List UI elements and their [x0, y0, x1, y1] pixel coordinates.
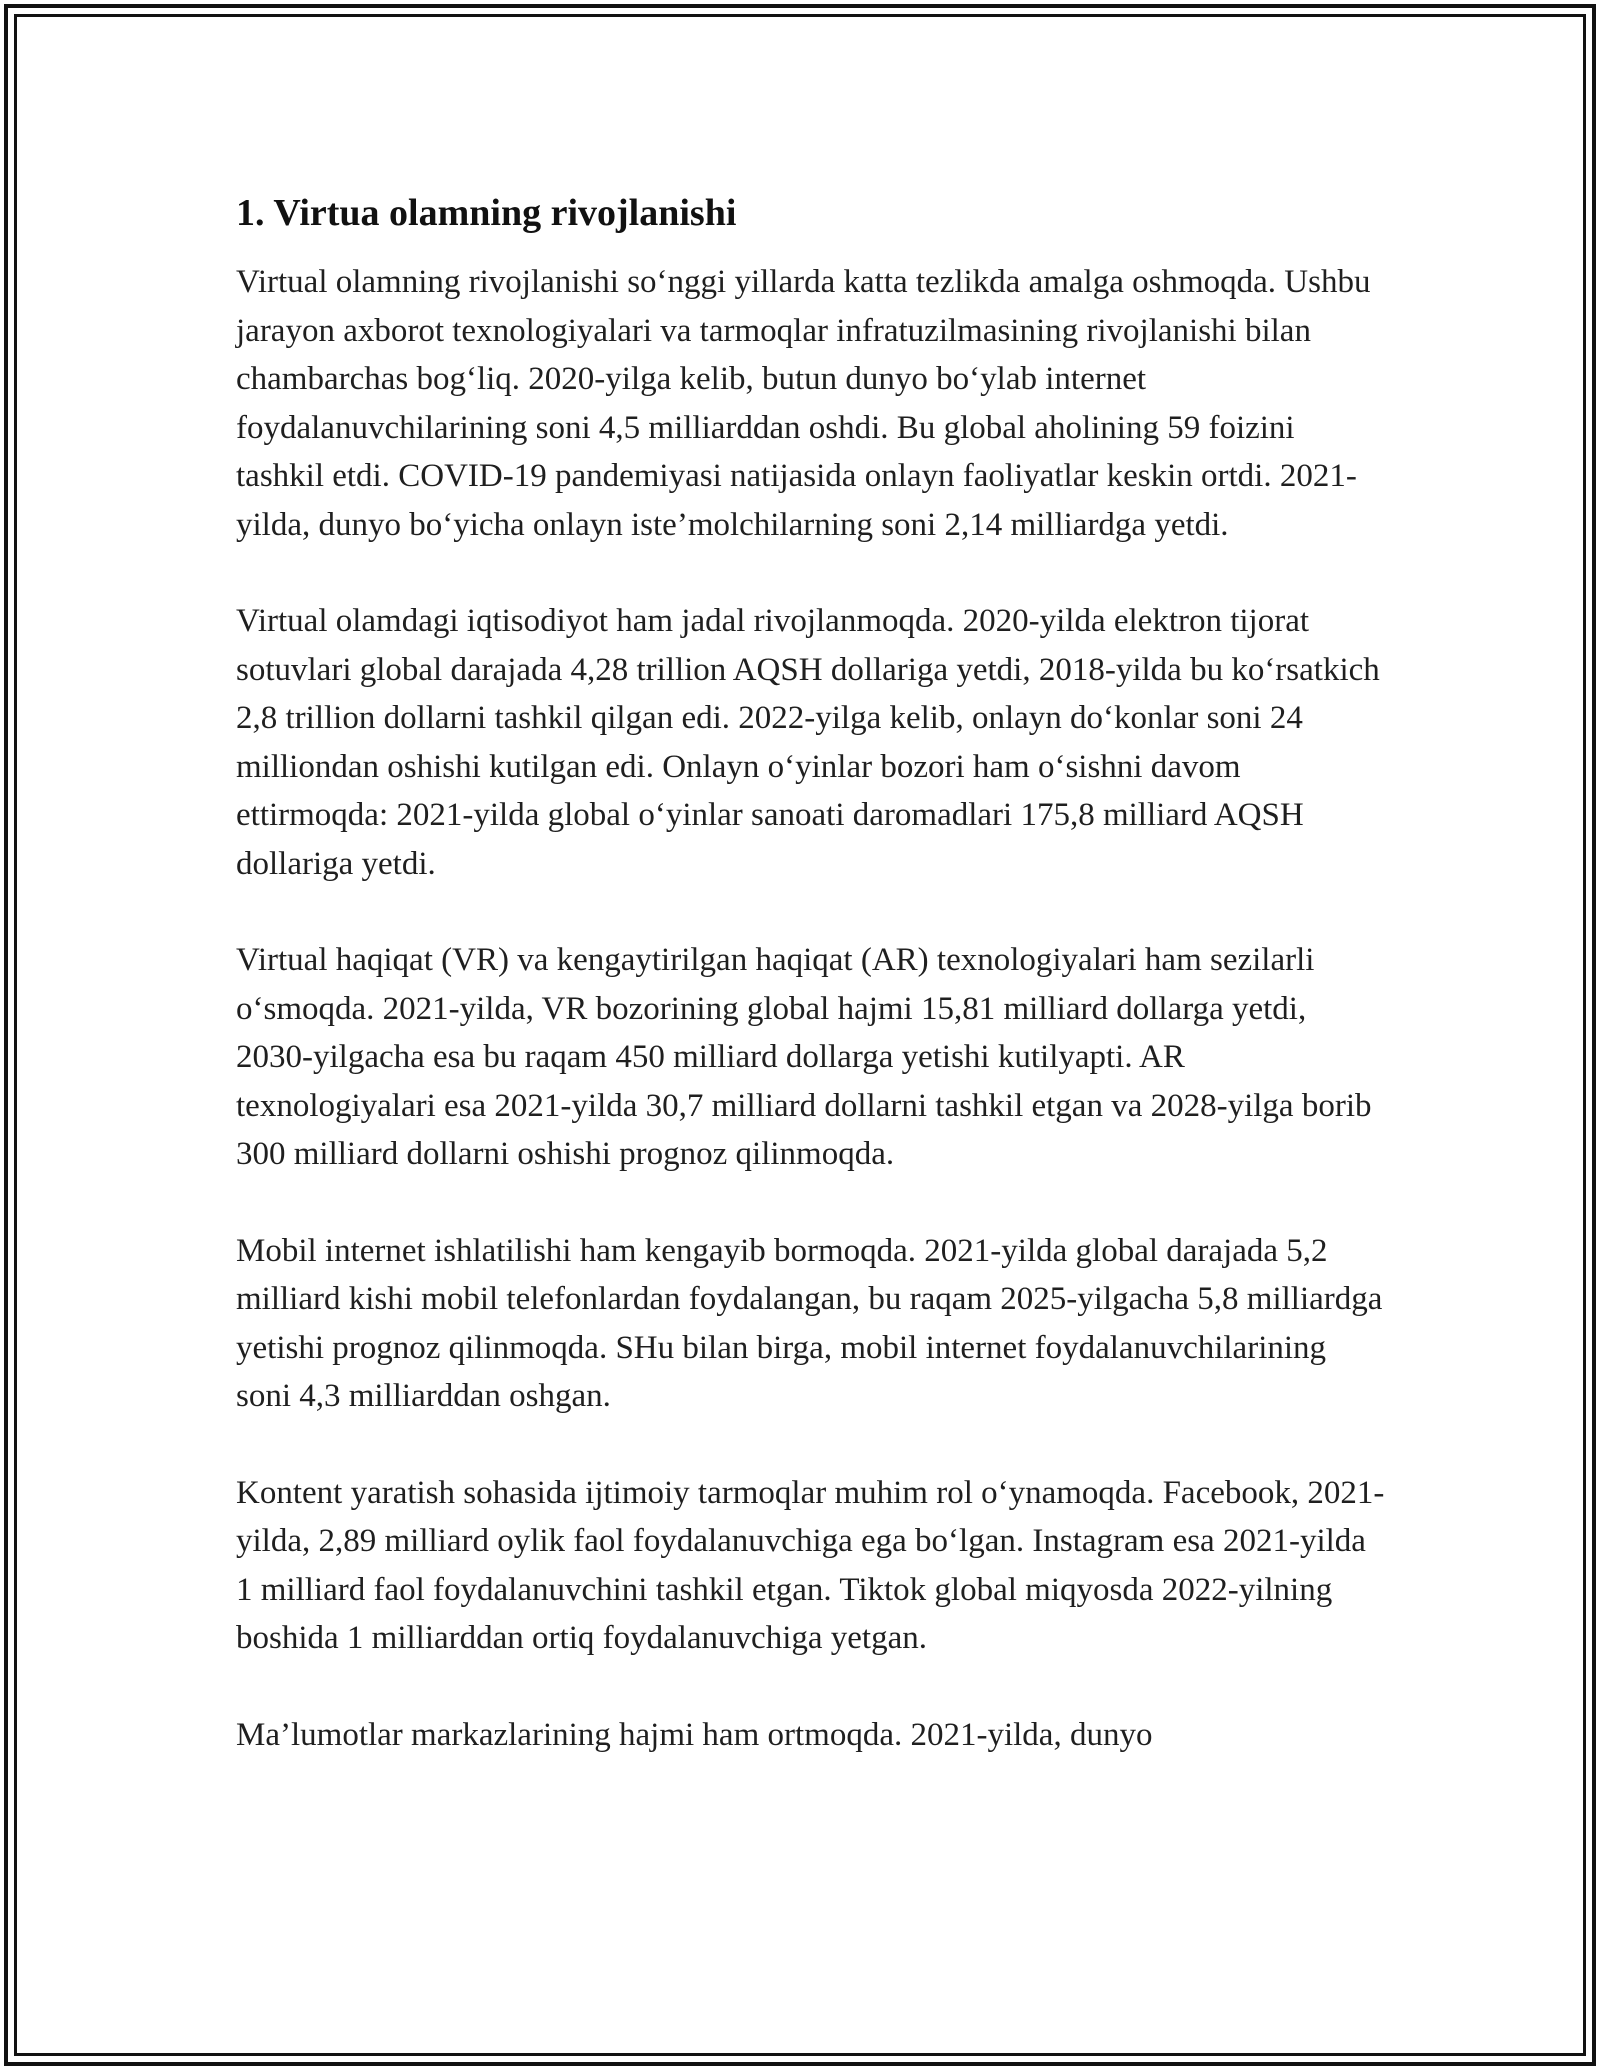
paragraph-5: Kontent yaratish sohasida ijtimoiy tarmoqlar muhim rol o‘ynamoqda. Facebook, 2021-yilda, 2,89 milliard oylik faol foydalanuvchiga ega bo‘lgan. Instagram esa 2021-yilda 1 milliard faol foydalanuvchini tashkil etgan. Tiktok global miqyosda 2022-yilning boshida 1 milliarddan ortiq foydalanuvchiga yetgan. — [236, 1474, 1385, 1656]
paragraph-3: Virtual haqiqat (VR) va kengaytirilgan haqiqat (AR) texnologiyalari ham sezilarli o‘smoqda. 2021-yilda, VR bozorining global hajmi 15,81 milliard dollarga yetdi, 2030-yilgacha esa bu raqam 450 milliard dollarga yetishi kutilyapti. AR texnologiyalari esa 2021-yilda 30,7 milliard dollarni tashkil etgan va 2028-yilga borib 300 milliard dollarni oshishi prognoz qilinmoqda. — [236, 942, 1372, 1172]
paragraph-1: Virtual olamning rivojlanishi so‘nggi yillarda katta tezlikda amalga oshmoqda. Ushbu jarayon axborot texnologiyalari va tarmoqlar infratuzilmasining rivojlanishi bilan chambarchas bog‘liq. 2020-yilga kelib, butun dunyo bo‘ylab internet foydalanuvchilarining soni 4,5 milliarddan oshdi. Bu global aholining 59 foizini tashkil etdi. COVID-19 pandemiyasi natijasida onlayn faoliyatlar keskin ortdi. 2021-yilda, dunyo bo‘yicha onlayn iste’molchilarning soni 2,14 milliardga yetdi. — [236, 264, 1371, 543]
paragraph-2: Virtual olamdagi iqtisodiyot ham jadal rivojlanmoqda. 2020-yilda elektron tijorat sotuvlari global darajada 4,28 trillion AQSH dollariga yetdi, 2018-yilda bu ko‘rsatkich 2,8 trillion dollarni tashkil qilgan edi. 2022-yilga kelib, onlayn do‘konlar soni 24 milliondan oshishi kutilgan edi. Onlayn o‘yinlar bozori ham o‘sishni davom ettirmoqda: 2021-yilda global o‘yinlar sanoati daromadlari 175,8 milliard AQSH dollariga yetdi. — [236, 603, 1380, 882]
section-heading: 1. Virtua olamning rivojlanishi — [236, 192, 737, 234]
document-body — [236, 186, 1386, 1807]
paragraph-6: Ma’lumotlar markazlarining hajmi ham ortmoqda. 2021-yilda, dunyo — [236, 1716, 1153, 1753]
paragraph-4: Mobil internet ishlatilishi ham kengayib bormoqda. 2021-yilda global darajada 5,2 milliard kishi mobil telefonlardan foydalangan, bu raqam 2025-yilgacha 5,8 milliardga yetishi prognoz qilinmoqda. SHu bilan birga, mobil internet foydalanuvchilarining soni 4,3 milliarddan oshgan. — [236, 1232, 1383, 1414]
